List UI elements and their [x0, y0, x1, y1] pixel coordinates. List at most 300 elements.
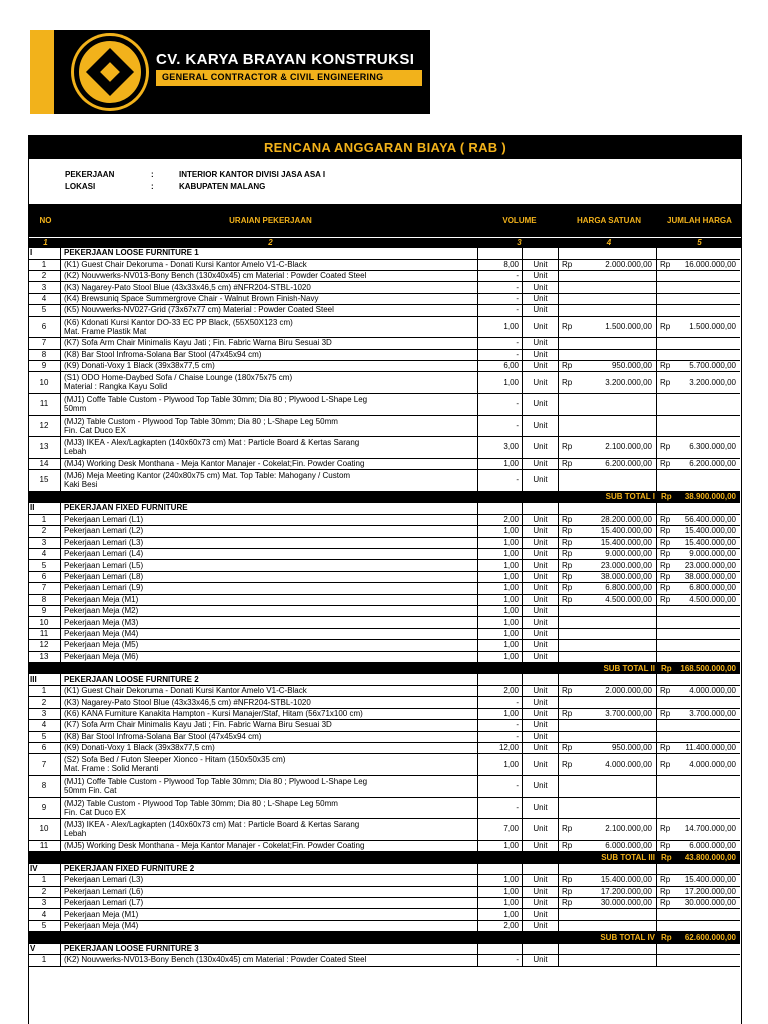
row-unit-text: Unit	[533, 377, 548, 387]
table-row	[28, 686, 740, 697]
row-unit-price	[575, 583, 657, 593]
row-total-text: 15.400.000,00	[684, 875, 736, 885]
row-number-text: 4	[41, 720, 47, 730]
row-unit-price	[575, 572, 657, 582]
row-unit	[523, 538, 559, 548]
row-description-text: Pekerjaan Lemari (L6)	[64, 886, 144, 896]
col-number: 2	[268, 238, 273, 247]
row-description-text: Pekerjaan Lemari (L2)	[64, 526, 144, 536]
row-unit-price	[575, 909, 657, 919]
row-total-text: 9.000.000,00	[689, 549, 736, 559]
row-volume-text: 1,00	[503, 759, 519, 769]
row-number-text: 13	[39, 442, 49, 452]
row-description-text: Pekerjaan Lemari (L7)	[64, 898, 144, 908]
row-currency	[559, 686, 575, 696]
row-currency	[559, 549, 575, 559]
row-unit-text: Unit	[533, 549, 548, 559]
row-currency	[657, 515, 677, 525]
row-unit-price	[575, 887, 657, 897]
subtotal-label: SUB TOTAL I	[605, 492, 655, 502]
row-description	[61, 743, 478, 753]
row-number-text: 11	[39, 399, 49, 409]
table-row	[28, 317, 740, 339]
row-unit-price-text: 950.000,00	[611, 361, 652, 371]
row-unit	[523, 583, 559, 593]
row-total	[677, 437, 740, 458]
row-description	[61, 305, 478, 315]
row-description-text: Pekerjaan Lemari (L3)	[64, 875, 144, 885]
row-currency	[559, 898, 575, 908]
row-description-text: Pekerjaan Meja (M6)	[64, 651, 139, 661]
row-total	[677, 583, 740, 593]
row-total-text: 30.000.000,00	[684, 898, 736, 908]
row-number	[28, 572, 61, 582]
row-number-text: 10	[39, 617, 49, 627]
row-number	[28, 595, 61, 605]
row-number-text: 12	[39, 640, 49, 650]
row-volume	[478, 841, 523, 851]
row-description-text: (K7) Sofa Arm Chair Minimalis Kayu Jati ; Fin. Fabric Warna Biru Sesuai 3D	[64, 720, 332, 730]
row-volume-text: -	[516, 720, 519, 730]
row-number-text: 9	[41, 361, 47, 371]
row-volume-text: 1,00	[503, 617, 519, 627]
row-total	[677, 515, 740, 525]
row-volume	[478, 305, 523, 315]
row-number-text: 6	[41, 571, 47, 581]
row-currency	[559, 305, 575, 315]
row-currency	[559, 560, 575, 570]
row-unit	[523, 640, 559, 650]
row-volume-text: 1,00	[503, 583, 519, 593]
row-number-text: 10	[39, 377, 49, 387]
row-number-text: III	[30, 674, 37, 684]
row-number-text: 7	[41, 338, 47, 348]
row-currency	[559, 921, 575, 931]
row-description	[61, 887, 478, 897]
row-unit-price	[575, 305, 657, 315]
row-currency	[657, 909, 677, 919]
row-number	[28, 898, 61, 908]
row-total	[677, 652, 740, 662]
row-description-text: (K1) Guest Chair Dekoruma - Donati Kursi Kantor Amelo V1-C-Black	[64, 686, 307, 696]
row-volume-text: -	[516, 781, 519, 791]
row-unit-price	[575, 294, 657, 304]
row-description-text: (MJ5) Working Desk Monthana - Meja Kantor Manajer - Cokelat;Fin. Powder Coating	[64, 840, 365, 850]
row-volume-text: 1,00	[503, 909, 519, 919]
row-unit-price	[575, 459, 657, 469]
subtotal-value: 38.900.000,00	[684, 492, 736, 502]
row-description-line2: Kaki Besi	[64, 480, 98, 490]
row-volume-text: 1,00	[503, 549, 519, 559]
row-number-text: 1	[41, 875, 47, 885]
row-number-text: IV	[30, 863, 38, 873]
row-unit-price	[575, 686, 657, 696]
row-description-text: (K2) Nouvwerks-NV013-Bony Bench (130x40x45) cm Material : Powder Coated Steel	[64, 271, 367, 281]
row-unit-text: Unit	[533, 708, 548, 718]
row-unit-price	[575, 361, 657, 371]
row-description	[61, 819, 478, 840]
row-description	[61, 282, 478, 292]
table-row	[28, 776, 740, 798]
row-unit-price-text: 4.500.000,00	[605, 594, 652, 604]
row-unit-price	[575, 640, 657, 650]
table-row	[28, 470, 740, 492]
row-volume	[478, 294, 523, 304]
row-unit	[523, 798, 559, 819]
row-currency	[657, 305, 677, 315]
row-currency	[559, 754, 575, 775]
subtotal-currency: Rp	[661, 852, 672, 862]
row-total-text: 4.000.000,00	[689, 686, 736, 696]
row-currency	[559, 606, 575, 616]
row-description	[61, 629, 478, 639]
row-currency-text: Rp	[660, 537, 671, 547]
row-volume	[478, 526, 523, 536]
row-currency	[559, 955, 575, 965]
row-total	[677, 674, 740, 685]
row-currency	[559, 617, 575, 627]
col-number: 1	[43, 238, 48, 247]
row-volume	[478, 955, 523, 965]
row-number	[28, 503, 61, 514]
table-header	[29, 204, 741, 237]
row-currency-text: Rp	[660, 875, 671, 885]
row-unit-price-text: 2.000.000,00	[605, 259, 652, 269]
row-currency	[657, 798, 677, 819]
row-currency	[559, 361, 575, 371]
row-volume	[478, 549, 523, 559]
table-row	[28, 572, 740, 583]
row-description-text: Pekerjaan Lemari (L5)	[64, 560, 144, 570]
row-unit-price	[575, 538, 657, 548]
row-volume-text: 2,00	[503, 920, 519, 930]
row-volume-text: -	[516, 731, 519, 741]
row-description	[61, 686, 478, 696]
row-description-text: (K7) Sofa Arm Chair Minimalis Kayu Jati ; Fin. Fabric Warna Biru Sesuai 3D	[64, 338, 332, 348]
row-number	[28, 350, 61, 360]
row-total-text: 17.200.000,00	[684, 886, 736, 896]
row-currency-text: Rp	[660, 514, 671, 524]
row-currency-text: Rp	[562, 898, 573, 908]
row-volume	[478, 361, 523, 371]
row-unit-text: Unit	[533, 361, 548, 371]
table-row	[28, 819, 740, 841]
col-number: 5	[697, 238, 702, 247]
section-row	[28, 864, 740, 876]
row-currency-text: Rp	[562, 840, 573, 850]
row-volume	[478, 674, 523, 685]
row-volume	[478, 743, 523, 753]
kbk-emblem-icon	[74, 36, 146, 108]
row-unit-price-text: 17.200.000,00	[600, 886, 652, 896]
row-currency	[657, 697, 677, 707]
row-volume	[478, 819, 523, 840]
row-unit-price	[575, 776, 657, 797]
row-number-text: 9	[41, 802, 47, 812]
row-unit-text: Unit	[533, 898, 548, 908]
row-total	[677, 526, 740, 536]
row-volume	[478, 459, 523, 469]
row-unit-text: Unit	[533, 442, 548, 452]
row-number	[28, 437, 61, 458]
row-currency-text: Rp	[562, 743, 573, 753]
row-unit-price	[575, 674, 657, 685]
row-description	[61, 697, 478, 707]
row-number-text: 9	[41, 606, 47, 616]
subtotal-label: SUB TOTAL IV	[600, 932, 655, 942]
row-number-text: 6	[41, 321, 47, 331]
row-currency-text: Rp	[660, 686, 671, 696]
row-currency	[657, 503, 677, 514]
row-description-text: Pekerjaan Lemari (L8)	[64, 571, 144, 581]
row-total	[677, 955, 740, 965]
col-number: 3	[517, 238, 522, 247]
row-currency-text: Rp	[660, 886, 671, 896]
row-unit-text: Unit	[533, 271, 548, 281]
table-row	[28, 898, 740, 909]
row-volume	[478, 350, 523, 360]
row-number	[28, 248, 61, 259]
row-number-text: 2	[41, 526, 47, 536]
row-unit	[523, 317, 559, 338]
row-currency-text: Rp	[660, 898, 671, 908]
table-row	[28, 743, 740, 754]
row-total	[677, 305, 740, 315]
row-currency	[657, 248, 677, 259]
row-unit-price-text: 6.200.000,00	[605, 458, 652, 468]
row-volume	[478, 515, 523, 525]
row-unit	[523, 271, 559, 281]
row-number-text: 5	[41, 305, 47, 315]
row-description-text: Pekerjaan Meja (M2)	[64, 606, 139, 616]
row-description	[61, 776, 478, 797]
row-unit-price	[575, 652, 657, 662]
row-currency	[657, 898, 677, 908]
row-total	[677, 549, 740, 559]
row-currency	[559, 743, 575, 753]
row-currency	[657, 416, 677, 437]
row-unit-text: Unit	[533, 743, 548, 753]
table-row	[28, 909, 740, 920]
row-unit-text: Unit	[533, 321, 548, 331]
row-unit	[523, 350, 559, 360]
row-description-line1: (MJ6) Meja Meeting Kantor (240x80x75 cm) Mat. Top Table: Mahogany / Custom	[64, 471, 351, 481]
row-description	[61, 944, 478, 955]
row-total	[677, 898, 740, 908]
row-volume	[478, 394, 523, 415]
row-description	[61, 503, 478, 514]
row-total	[677, 294, 740, 304]
row-number-text: 1	[41, 686, 47, 696]
header-harga-satuan: HARGA SATUAN	[577, 216, 641, 225]
row-currency	[657, 260, 677, 270]
row-volume	[478, 921, 523, 931]
row-description-line2: Fin. Cat Duco EX	[64, 807, 126, 817]
row-currency-text: Rp	[562, 514, 573, 524]
row-total	[677, 686, 740, 696]
row-currency	[559, 732, 575, 742]
row-number	[28, 470, 61, 491]
row-description-line2: Fin. Cat Duco EX	[64, 425, 126, 435]
row-total	[677, 416, 740, 437]
row-volume-text: -	[516, 293, 519, 303]
row-description-text: (K6) KANA Furniture Kanakita Hampton - Kursi Manajer/Staf, Hitam (56x71x100 cm)	[64, 708, 363, 718]
row-unit	[523, 841, 559, 851]
row-total	[677, 394, 740, 415]
row-volume	[478, 595, 523, 605]
row-number-text: 1	[41, 514, 47, 524]
row-number	[28, 560, 61, 570]
row-currency-text: Rp	[660, 759, 671, 769]
row-number-text: 2	[41, 271, 47, 281]
table-row	[28, 720, 740, 731]
table-row	[28, 372, 740, 394]
row-currency	[559, 526, 575, 536]
row-unit	[523, 338, 559, 348]
row-volume	[478, 317, 523, 338]
table-row	[28, 437, 740, 459]
row-number	[28, 394, 61, 415]
row-unit-text: Unit	[533, 802, 548, 812]
row-volume-text: 8,00	[503, 259, 519, 269]
company-logo	[30, 30, 430, 114]
row-total	[677, 875, 740, 885]
row-total	[677, 572, 740, 582]
row-unit	[523, 720, 559, 730]
row-currency	[657, 372, 677, 393]
row-description	[61, 720, 478, 730]
row-description-text: (K9) Donati-Voxy 1 Black (39x38x77,5 cm)	[64, 743, 215, 753]
row-currency	[657, 459, 677, 469]
row-number-text: 11	[39, 628, 49, 638]
row-currency-text: Rp	[562, 526, 573, 536]
row-description	[61, 350, 478, 360]
row-total-text: 4.000.000,00	[689, 759, 736, 769]
row-volume	[478, 617, 523, 627]
row-unit-price	[575, 921, 657, 931]
row-number	[28, 819, 61, 840]
row-volume	[478, 720, 523, 730]
row-unit	[523, 776, 559, 797]
row-unit-price	[575, 248, 657, 259]
row-description-text: PEKERJAAN LOOSE FURNITURE 3	[64, 943, 199, 953]
row-description	[61, 640, 478, 650]
row-volume	[478, 470, 523, 491]
row-description-text: Pekerjaan Lemari (L1)	[64, 514, 144, 524]
row-unit-price-text: 6.800.000,00	[605, 583, 652, 593]
row-number	[28, 720, 61, 730]
row-unit-text: Unit	[533, 583, 548, 593]
row-volume-text: -	[516, 305, 519, 315]
row-currency	[559, 470, 575, 491]
row-currency	[657, 674, 677, 685]
row-volume	[478, 776, 523, 797]
row-unit	[523, 372, 559, 393]
row-currency-text: Rp	[660, 361, 671, 371]
row-unit-text: Unit	[533, 909, 548, 919]
lokasi-value: KABUPATEN MALANG	[179, 182, 266, 191]
row-description-text: PEKERJAAN LOOSE FURNITURE 2	[64, 674, 199, 684]
row-volume	[478, 909, 523, 919]
row-description-text: (K8) Bar Stool Infroma-Solana Bar Stool (47x45x94 cm)	[64, 349, 262, 359]
row-description	[61, 248, 478, 259]
row-unit-price-text: 15.400.000,00	[600, 875, 652, 885]
table-row	[28, 526, 740, 537]
row-total	[677, 361, 740, 371]
row-currency-text: Rp	[660, 377, 671, 387]
subtotal-value: 43.800.000,00	[684, 852, 736, 862]
header-jumlah-harga: JUMLAH HARGA	[667, 216, 732, 225]
row-total	[677, 248, 740, 259]
header-volume: VOLUME	[502, 216, 537, 225]
row-currency	[657, 617, 677, 627]
row-description	[61, 338, 478, 348]
row-description-text: Pekerjaan Lemari (L9)	[64, 583, 144, 593]
row-total	[677, 459, 740, 469]
subtotal-value: 168.500.000,00	[680, 663, 736, 673]
row-volume	[478, 944, 523, 955]
row-unit	[523, 515, 559, 525]
row-currency	[559, 294, 575, 304]
row-unit-price	[575, 372, 657, 393]
row-description-text: PEKERJAAN FIXED FURNITURE	[64, 503, 188, 513]
row-description	[61, 549, 478, 559]
row-description	[61, 617, 478, 627]
row-number-text: 7	[41, 583, 47, 593]
table-row	[28, 338, 740, 349]
rab-table-body	[28, 248, 740, 967]
row-unit	[523, 282, 559, 292]
row-number	[28, 271, 61, 281]
row-unit-text: Unit	[533, 759, 548, 769]
row-volume-text: 1,00	[503, 640, 519, 650]
row-unit	[523, 305, 559, 315]
table-row	[28, 459, 740, 470]
row-unit-price	[575, 955, 657, 965]
row-currency-text: Rp	[562, 259, 573, 269]
document-title: RENCANA ANGGARAN BIAYA ( RAB )	[263, 140, 507, 155]
row-unit	[523, 503, 559, 514]
row-total-text: 56.400.000,00	[684, 514, 736, 524]
row-volume	[478, 875, 523, 885]
row-unit	[523, 416, 559, 437]
table-row	[28, 697, 740, 708]
row-unit-text: Unit	[533, 305, 548, 315]
row-total	[677, 841, 740, 851]
row-unit-text: Unit	[533, 686, 548, 696]
col-number: 4	[606, 238, 612, 247]
row-currency	[657, 955, 677, 965]
row-currency	[657, 549, 677, 559]
row-number	[28, 754, 61, 775]
row-total	[677, 732, 740, 742]
row-unit	[523, 549, 559, 559]
row-total	[677, 372, 740, 393]
subtotal-label: SUB TOTAL III	[601, 852, 655, 862]
row-currency	[657, 538, 677, 548]
row-unit-price	[575, 338, 657, 348]
row-description-text: (K8) Bar Stool Infroma-Solana Bar Stool (47x45x94 cm)	[64, 731, 262, 741]
row-description	[61, 394, 478, 415]
row-volume	[478, 754, 523, 775]
row-description-line2: Lebah	[64, 829, 87, 839]
row-volume-text: 1,00	[503, 321, 519, 331]
row-volume-text: 2,00	[503, 686, 519, 696]
row-description-text: Pekerjaan Meja (M3)	[64, 617, 139, 627]
row-unit-text: Unit	[533, 781, 548, 791]
row-currency	[559, 841, 575, 851]
title-bar	[29, 135, 741, 159]
